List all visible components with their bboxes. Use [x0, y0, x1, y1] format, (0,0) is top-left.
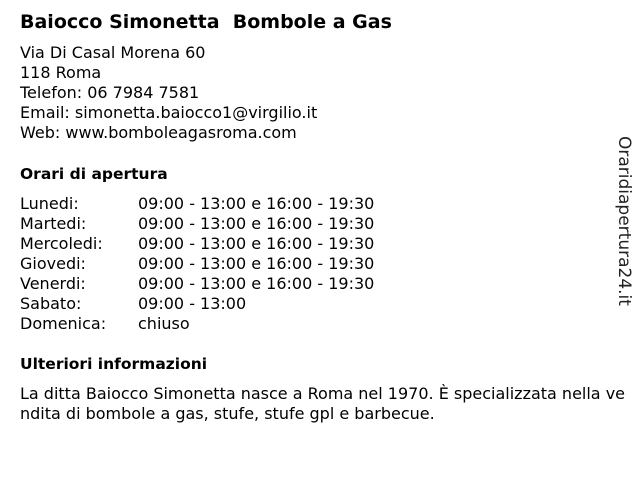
- day-label: Giovedi:: [20, 254, 86, 273]
- day-label: Martedi:: [20, 214, 87, 233]
- city-line: 118 Roma: [20, 63, 102, 82]
- day-label: Domenica:: [20, 314, 107, 333]
- time-value: 09:00 - 13:00 e 16:00 - 19:30: [138, 214, 375, 233]
- time-value: 09:00 - 13:00 e 16:00 - 19:30: [138, 254, 375, 273]
- day-label: Lunedi:: [20, 194, 79, 213]
- day-label: Mercoledi:: [20, 234, 103, 253]
- business-description: La ditta Baiocco Simonetta nasce a Roma nel 1970. È specializzata nella vendita di bombole a gas, stufe, stufe gpl e barbecue.: [20, 384, 626, 423]
- address-line: Via Di Casal Morena 60: [20, 43, 206, 62]
- site-watermark: Oraridiapertura24.it: [614, 136, 634, 306]
- time-value: 09:00 - 13:00 e 16:00 - 19:30: [138, 234, 375, 253]
- web-line: Web: www.bomboleagasroma.com: [20, 123, 297, 142]
- time-value: chiuso: [138, 314, 190, 333]
- time-value: 09:00 - 13:00: [138, 294, 247, 313]
- day-label: Venerdi:: [20, 274, 86, 293]
- business-name: Baiocco Simonetta Bombole a Gas: [20, 11, 392, 33]
- email-line: Email: simonetta.baiocco1@virgilio.it: [20, 103, 318, 122]
- time-value: 09:00 - 13:00 e 16:00 - 19:30: [138, 274, 375, 293]
- day-label: Sabato:: [20, 294, 82, 313]
- phone-line: Telefon: 06 7984 7581: [20, 83, 200, 102]
- opening-hours-title: Orari di apertura: [20, 165, 168, 183]
- contact-block: [20, 43, 317, 143]
- time-value: 09:00 - 13:00 e 16:00 - 19:30: [138, 194, 375, 213]
- further-info-title: Ulteriori informazioni: [20, 355, 208, 373]
